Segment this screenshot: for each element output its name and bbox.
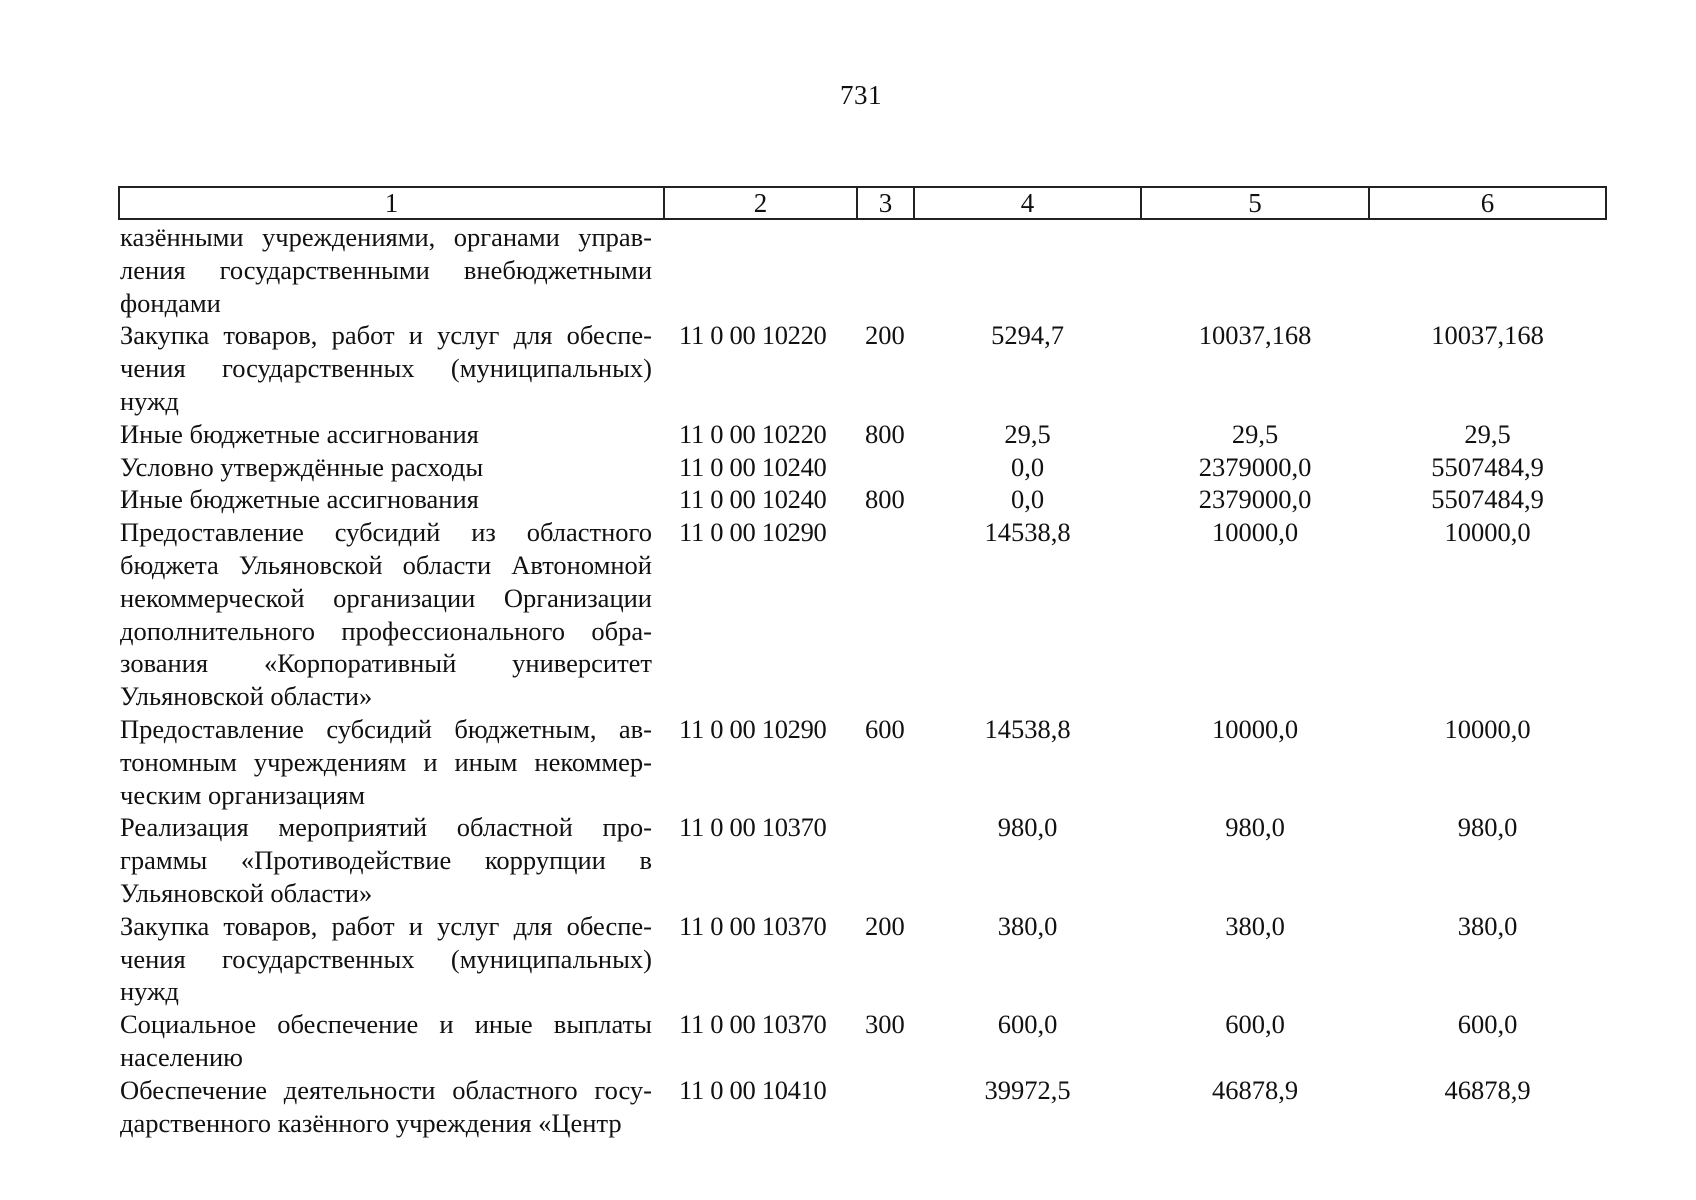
amount-col4-cell: 600,0: [997, 1009, 1058, 1040]
table-row: [119, 1008, 1606, 1074]
row-name-cell: Условно утверждённые расходы: [120, 451, 484, 482]
amount-col4-cell: 5294,7: [991, 320, 1064, 351]
column-header: 2: [664, 187, 857, 219]
column-header: 4: [914, 187, 1141, 219]
target-article-code-cell: 11 0 00 10370: [679, 910, 827, 941]
table-row: [119, 713, 1606, 811]
expense-type-code-cell: 300: [865, 1009, 905, 1040]
expense-type-code-cell: [857, 451, 914, 484]
amount-col6-cell: 10037,168: [1431, 320, 1544, 351]
table-row: [119, 219, 1606, 319]
target-article-code-cell: 11 0 00 10370: [679, 1009, 827, 1040]
amount-col5-cell: 600,0: [1225, 1009, 1285, 1040]
row-name-cell: Социальное обеспечение и иные выплаты населению: [120, 1009, 652, 1072]
target-article-code-cell: 11 0 00 10410: [679, 1074, 827, 1105]
amount-col5-cell: 2379000,0: [1198, 451, 1312, 482]
amount-col4-cell: 380,0: [997, 910, 1058, 941]
amount-col6-cell: 10000,0: [1444, 713, 1531, 744]
amount-col4-cell: 980,0: [997, 812, 1058, 843]
amount-col5-cell: 10000,0: [1211, 517, 1299, 548]
row-name-cell: казёнными учреждениями, органами управления государственными внебюджетными фондами: [120, 222, 652, 318]
expense-type-code-cell: 200: [865, 910, 905, 941]
target-article-code-cell: 11 0 00 10290: [679, 713, 827, 744]
amount-col4-cell: 29,5: [1004, 418, 1051, 449]
expense-type-code-cell: [857, 811, 914, 909]
expense-type-code-cell: [857, 219, 914, 319]
table-row: [119, 451, 1606, 484]
amount-col6-cell: 5507484,9: [1431, 484, 1544, 515]
budget-table: [118, 186, 1607, 1139]
amount-col6-cell: 5507484,9: [1431, 451, 1544, 482]
target-article-code-cell: 11 0 00 10220: [679, 418, 827, 449]
table-row: [119, 811, 1606, 909]
table-row: [119, 1074, 1606, 1140]
expense-type-code-cell: 800: [865, 484, 905, 515]
row-name-cell: Иные бюджетные ассигнования: [120, 484, 479, 515]
table-row: [119, 418, 1606, 451]
row-name-cell: Обеспечение деятельности областного государственного казённого учреждения «Центр: [120, 1074, 652, 1138]
amount-col5-cell: 10037,168: [1198, 320, 1312, 351]
amount-col5-cell: 2379000,0: [1198, 484, 1312, 515]
row-name-cell: Иные бюджетные ассигнования: [120, 418, 479, 449]
amount-col5-cell: 980,0: [1225, 812, 1285, 843]
row-name-cell: Предоставление субсидий из областного бюджета Ульяновской области Автономной некоммерческой организации Организации дополнительного профессионального образования «Корпоративный университет Ульяновской области»: [120, 517, 652, 712]
table-row: [119, 910, 1606, 1008]
amount-col5-cell: [1141, 219, 1369, 319]
expense-type-code-cell: 800: [865, 418, 905, 449]
table-body: [119, 219, 1606, 1139]
amount-col6-cell: 46878,9: [1444, 1074, 1531, 1105]
column-header: 3: [857, 187, 914, 219]
amount-col4-cell: 14538,8: [984, 713, 1071, 744]
expense-type-code-cell: 200: [865, 320, 905, 351]
amount-col5-cell: 29,5: [1231, 418, 1279, 449]
target-article-code-cell: [664, 219, 857, 319]
column-number-header-row: [119, 187, 1606, 219]
row-name-cell: Предоставление субсидий бюджетным, автономным учреждениям и иным некоммерческим организациям: [120, 713, 652, 810]
table-row: [119, 483, 1606, 516]
row-name-cell: Закупка товаров, работ и услуг для обеспечения государственных (муниципальных) нужд: [120, 910, 652, 1007]
column-header: 5: [1141, 187, 1369, 219]
amount-col6-cell: 980,0: [1457, 812, 1518, 843]
target-article-code-cell: 11 0 00 10370: [679, 812, 827, 843]
expense-type-code-cell: [857, 1074, 914, 1140]
amount-col5-cell: 10000,0: [1211, 713, 1299, 744]
amount-col4-cell: 0,0: [1010, 451, 1045, 482]
expense-type-code-cell: 600: [865, 713, 905, 744]
page-number: 731: [840, 80, 882, 110]
target-article-code-cell: 11 0 00 10220: [679, 320, 827, 351]
table-row: [119, 319, 1606, 417]
amount-col5-cell: 46878,9: [1211, 1074, 1299, 1105]
amount-col6-cell: [1369, 219, 1606, 319]
amount-col4-cell: 39972,5: [984, 1074, 1071, 1105]
amount-col6-cell: 29,5: [1464, 418, 1511, 449]
amount-col6-cell: 380,0: [1457, 910, 1518, 941]
target-article-code-cell: 11 0 00 10240: [679, 484, 827, 515]
amount-col6-cell: 10000,0: [1444, 517, 1531, 548]
amount-col4-cell: [914, 219, 1141, 319]
table-row: [119, 516, 1606, 713]
row-name-cell: Реализация мероприятий областной программы «Противодействие коррупции в Ульяновской области»: [120, 812, 652, 908]
amount-col4-cell: 0,0: [1010, 484, 1045, 515]
amount-col6-cell: 600,0: [1457, 1009, 1518, 1040]
column-header: 6: [1369, 187, 1606, 219]
column-header: 1: [119, 187, 664, 219]
expense-type-code-cell: [857, 516, 914, 713]
target-article-code-cell: 11 0 00 10240: [679, 451, 827, 482]
row-name-cell: Закупка товаров, работ и услуг для обеспечения государственных (муниципальных) нужд: [120, 320, 652, 416]
target-article-code-cell: 11 0 00 10290: [679, 517, 827, 548]
amount-col4-cell: 14538,8: [984, 517, 1071, 548]
amount-col5-cell: 380,0: [1225, 910, 1285, 941]
